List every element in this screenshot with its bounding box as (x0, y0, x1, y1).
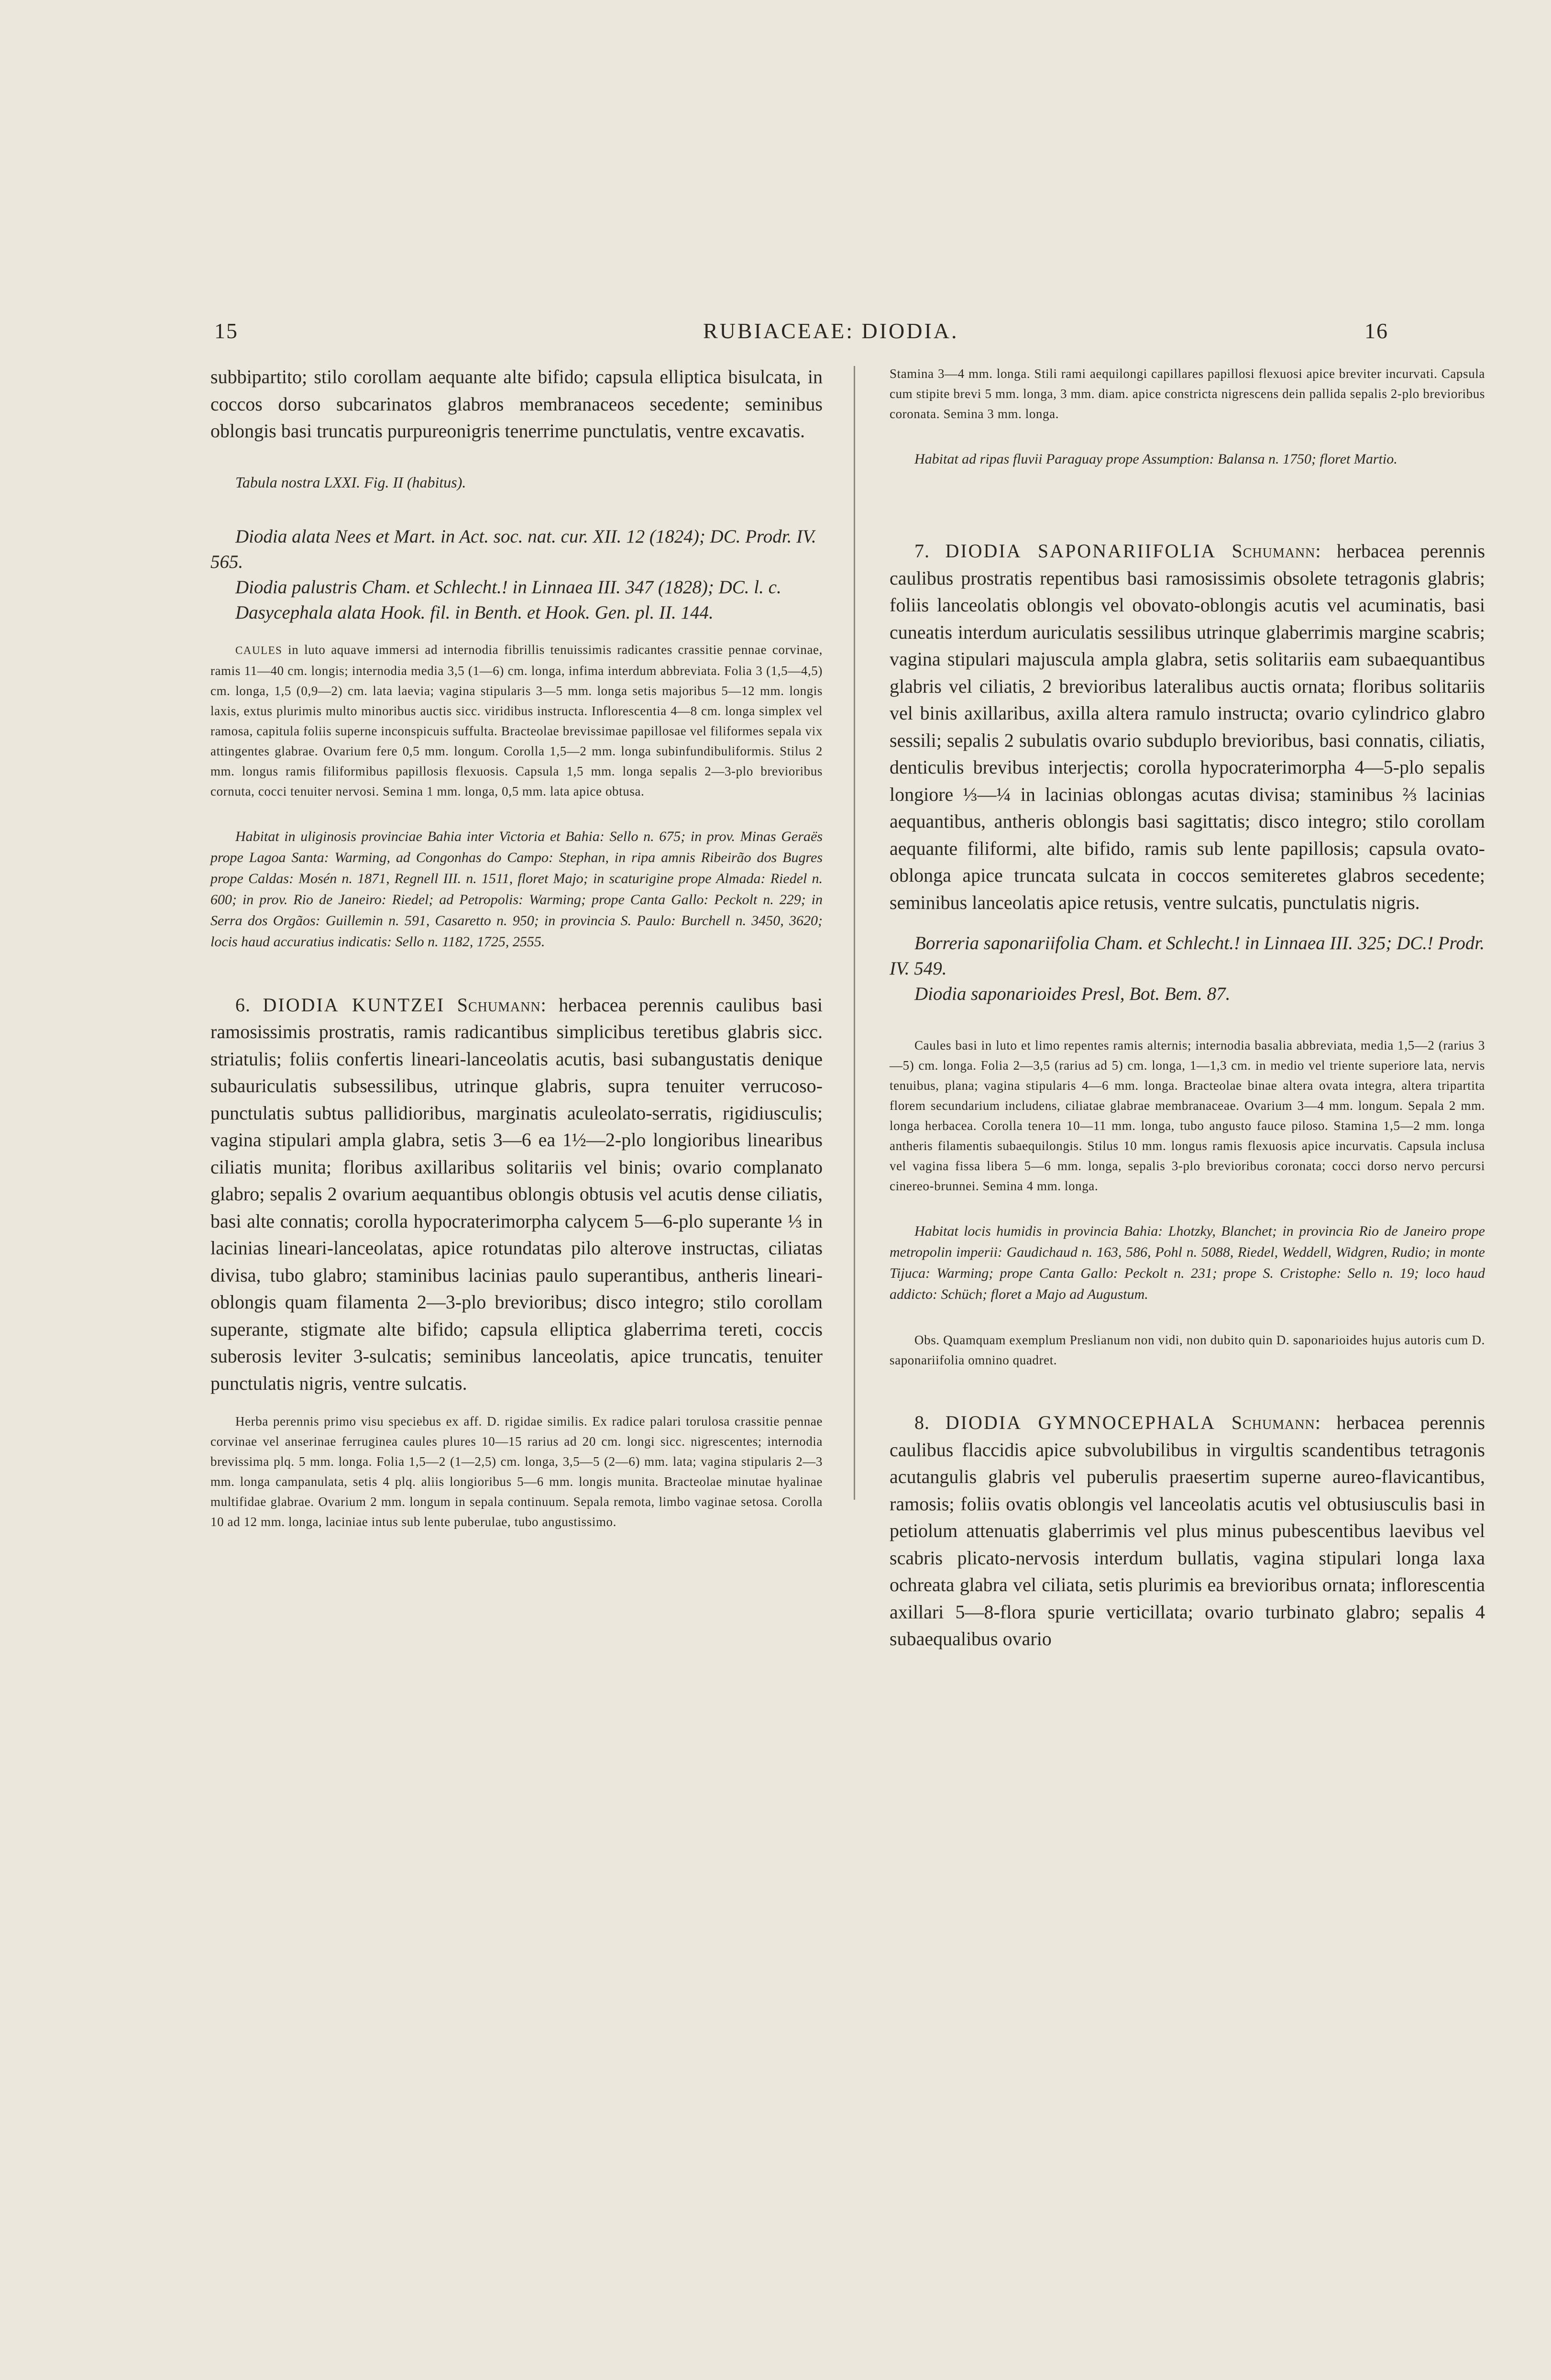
synonym: Diodia palustris Cham. et Schlecht.! in Linnaea III. 347 (1828); DC. l. c. (235, 576, 781, 598)
page-number-left: 15 (214, 319, 238, 343)
species-name: DIODIA SAPONARIIFOLIA (945, 540, 1217, 562)
species-7-description: Caules basi in luto et limo repentes ramis alternis; internodia basalia abbreviata, media 1,5—2 (rarius 3—5) cm. longa. Folia 2—3,5 (rarius ad 5) cm. longa, 1—1,3 cm. in medio vel triente superiore lata, nervis tenuibus, plana; vagina stipularis 4—6 mm. longa. Bracteolae binae altera ovata integra, altera tripartita florem secundarium includens, ciliatae glabrae membranaceae. Ovarium 3—4 mm. longum. Sepala 2 mm. longa herbacea. Corolla tenera 10—11 mm. longa, tubo angusto fauce piloso. Stamina 1,5—2 mm. longa antheris filamentis subaequilongis. Stilus 10 mm. longus ramis flexuosis apice incurvatis. Capsula inclusa vel vagina fissa libera 5—6 mm. longa, sepalis 3-plo brevioribus coronata; cocci dorso nervo percursi cinereo-brunnei. Semina 4 mm. longa. (890, 1038, 1485, 1193)
species-8-heading (890, 1409, 1485, 1653)
synonym: Borreria saponariifolia Cham. et Schlecht.! in Linnaea III. 325; DC.! Prodr. IV. 549. (890, 933, 1485, 979)
species-name: DIODIA GYMNOCEPHALA (945, 1412, 1216, 1433)
column-divider (854, 366, 855, 1500)
species-diagnosis: herbacea perennis caulibus prostratis repentibus basi ramosissimis obsolete tetragonis glabris; foliis lanceolatis oblongis vel obovato-oblongis acutis vel acuminatis, basi cuneatis interdum auriculatis sessilibus utrinque glaberrimis margine scabris; vagina stipulari majuscula ampla glabra, setis solitariis eam subaequantibus glabris vel ciliatis, 2 brevioribus lateralibus auctis ornata; floribus solitariis vel binis axillaribus, axilla altera ramulo instructa; ovario cylindrico glabro sessili; sepalis 2 subulatis ovario subduplo brevioribus, basi connatis, ciliatis, denticulis brevibus interjectis; corolla hypocraterimorpha 4—5-plo sepalis longiore ⅓—¼ in lacinias oblongas acutas divisa; staminibus ⅔ lacinias aequantibus, antheris oblongis basi sagittatis; disco integro; stilo corollam aequante filiformi, alte bifido, ramis sub lente papillosis; capsula ovato-oblonga apice truncata sulcata in coccos semiteretes glabros secedente; seminibus lanceolatis apice retusis, ventre sulcatis, punctulatis nigris. (890, 540, 1485, 913)
species-6-description: Herba perennis primo visu speciebus ex aff. D. rigidae similis. Ex radice palari torulosa crassitie pennae corvinae vel anserinae ferruginea caules plures 10—15 rarius ad 20 cm. longi sicc. nigrescentes; internodia brevissima plq. 5 mm. longa. Folia 1,5—2 (1—2,5) cm. longa, 3,5—5 (2—6) mm. lata; vagina stipularis 2—3 mm. longa campanulata, setis 4 plq. aliis longioribus 5—6 mm. longis munita. Bracteolae minutae hyalinae multifidae glabrae. Ovarium 2 mm. longum in sepala continuum. Sepala remota, limbo vaginae setosa. Corolla 10 ad 12 mm. longa, laciniae intus sub lente puberulae, tubo angustissimo. (210, 1414, 823, 1529)
species-number: 8. (914, 1412, 930, 1433)
species-7-habitat: Habitat locis humidis in provincia Bahia: Lhotzky, Blanchet; in provincia Rio de Janeiro prope metropolin imperii: Gaudichaud n. 163, 586, Pohl n. 5088, Riedel, Weddell, Widgren, Rudio; in monte Tijuca: Warming; prope Canta Gallo: Peckolt n. 231; prope S. Cristophe: Sello n. 19; loco haud addicto: Schüch; floret a Majo ad Augustum. (890, 1223, 1485, 1302)
running-header (210, 318, 1388, 352)
species-6-heading (210, 992, 823, 1397)
species-7-heading (890, 538, 1485, 916)
intro-paragraph: subbipartito; stilo corollam aequante alte bifido; capsula elliptica bisulcata, in coccos dorso subcarinatos glabros membranaceos secedente; seminibus oblongis basi truncatis purpureonigris tenerrime punctulatis, ventre excavatis. (210, 366, 823, 442)
right-column (890, 364, 1485, 1653)
species-author: Schumann: (1231, 1412, 1321, 1433)
synonym: Dasycephala alata Hook. fil. in Benth. et Hook. Gen. pl. II. 144. (235, 602, 714, 623)
page-number-right: 16 (1364, 319, 1388, 343)
species-author: Schumann: (457, 994, 547, 1016)
tabula-reference: Tabula nostra LXXI. Fig. II (habitus). (235, 473, 466, 491)
habitat-paragraph: Habitat in uliginosis provinciae Bahia inter Victoria et Bahia: Sello n. 675; in prov. Minas Geraës prope Lagoa Santa: Warming, ad Congonhas do Campo: Stephan, in ripa amnis Ribeirão dos Bugres prope Caldas: Mosén n. 1871, Regnell III. n. 1511, floret Majo; in scaturigine prope Almada: Riedel n. 600; in prov. Rio de Janeiro: Riedel; ad Petropolis: Warming; prope Canta Gallo: Peckolt n. 229; in Serra dos Orgãos: Guillemin n. 591, Casaretto n. 950; in provincia S. Paulo: Burchell n. 3450, 3620; locis haud accuratius indicatis: Sello n. 1182, 1725, 2555. (210, 828, 823, 950)
species-author: Schumann: (1232, 540, 1321, 562)
description-paragraph (210, 640, 823, 801)
synonym: Diodia saponarioides Presl, Bot. Bem. 87. (914, 984, 1231, 1004)
species-diagnosis: herbacea perennis caulibus basi ramosissimis prostratis, ramis radicantibus simplicibus teretibus glabris sicc. striatulis; foliis confertis lineari-lanceolatis acutis, basi subangustatis denique subauriculatis subsessilibus, utrinque glabris, supra tenuiter verrucoso-punctulatis subtus pallidioribus, marginatis aculeolato-serratis, rigidiusculis; vagina stipulari ampla glabra, setis 3—6 ea 1½—2-plo longioribus linearibus ciliatis munita; floribus axillaribus solitariis vel binis; ovario complanato glabro; sepalis 2 ovarium aequantibus oblongis obtusis vel acutis dense ciliatis, basi alte connatis; corolla hypocraterimorpha calycem 5—6-plo superante ⅓ in lacinias lineari-lanceolatas, apice rotundatas pilo alterove instructas, ciliatas divisa, tubo glabro; staminibus lacinias paulo superantibus, antheris lineari-oblongis quam filamenta 2—3-plo brevioribus; disco integro; stilo corollam superante, stigmate alte bifido; capsula elliptica glaberrima tereti, coccis suberosis leviter 3-sulcatis; seminibus lanceolatis, apice truncatis, tenuiter punctulatis nigris, ventre sulcatis. (210, 994, 823, 1394)
intro-description: Stamina 3—4 mm. longa. Stili rami aequilongi capillares papillosi flexuosi apice breviter incurvati. Capsula cum stipite brevi 5 mm. longa, 3 mm. diam. apice constricta nigrescens dein pallida sepalis 2-plo brevioribus coronata. Semina 3 mm. longa. (890, 366, 1485, 421)
left-column (210, 364, 823, 1653)
running-title: RUBIACEAE: DIODIA. (703, 319, 959, 343)
habitat-paragraph: Habitat ad ripas fluvii Paraguay prope Assumption: Balansa n. 1750; floret Martio. (914, 451, 1397, 467)
observation-note: Obs. Quamquam exemplum Preslianum non vidi, non dubito quin D. saponarioides hujus autoris cum D. saponariifolia omnino quadret. (890, 1333, 1485, 1367)
species-number: 7. (914, 540, 930, 562)
description-lead: CAULES (235, 644, 283, 656)
synonym: Diodia alata Nees et Mart. in Act. soc. nat. cur. XII. 12 (1824); DC. Prodr. IV. 565. (210, 526, 816, 572)
species-name: DIODIA KUNTZEI (263, 994, 445, 1016)
species-diagnosis: herbacea perennis caulibus flaccidis apice subvolubilibus in virgultis scandentibus tetragonis acutangulis glabris vel puberulis praesertim superne aureo-flavicantibus, ramosis; foliis ovatis oblongis vel lanceolatis acutis vel obtusiusculis basi in petiolum attenuatis glaberrimis vel plus minus pubescentibus laevibus vel scabris plicato-nervosis interdum bullatis, vagina stipulari longa laxa ochreata glabra vel ciliata, setis plurimis ea brevioribus ornata; inflorescentia axillari 5—8-flora spurie verticillata; ovario turbinato glabro; sepalis 4 subaequalibus ovario (890, 1412, 1485, 1649)
description-text: in luto aquave immersi ad internodia fibrillis tenuissimis radicantes crassitie pennae corvinae, ramis 11—40 cm. longis; internodia media 3,5 (1—6) cm. longa, infima interdum abbreviata. Folia 3 (1,5—4,5) cm. longa, 1,5 (0,9—2) cm. lata laevia; vagina stipularis 3—5 mm. longa setis majoribus 5—12 mm. longis laxis, extus plurimis multo minoribus auctis sicc. viridibus instructa. Inflorescentia 4—8 cm. longa simplex vel ramosa, capitula foliis superne inconspicuis suffulta. Bracteolae brevissimae papillosae vel filiformes sepala vix attingentes glabrae. Ovarium fere 0,5 mm. longum. Corolla 1,5—2 mm. longa subinfundibuliformis. Stilus 2 mm. longus ramis filiformibus papillosis flexuosis. Capsula 1,5 mm. longa sepalis 2—3-plo brevioribus cornuta, cocci tenuiter nervosi. Semina 1 mm. longa, 0,5 mm. lata apice obtusa. (210, 642, 823, 798)
species-number: 6. (235, 994, 251, 1016)
